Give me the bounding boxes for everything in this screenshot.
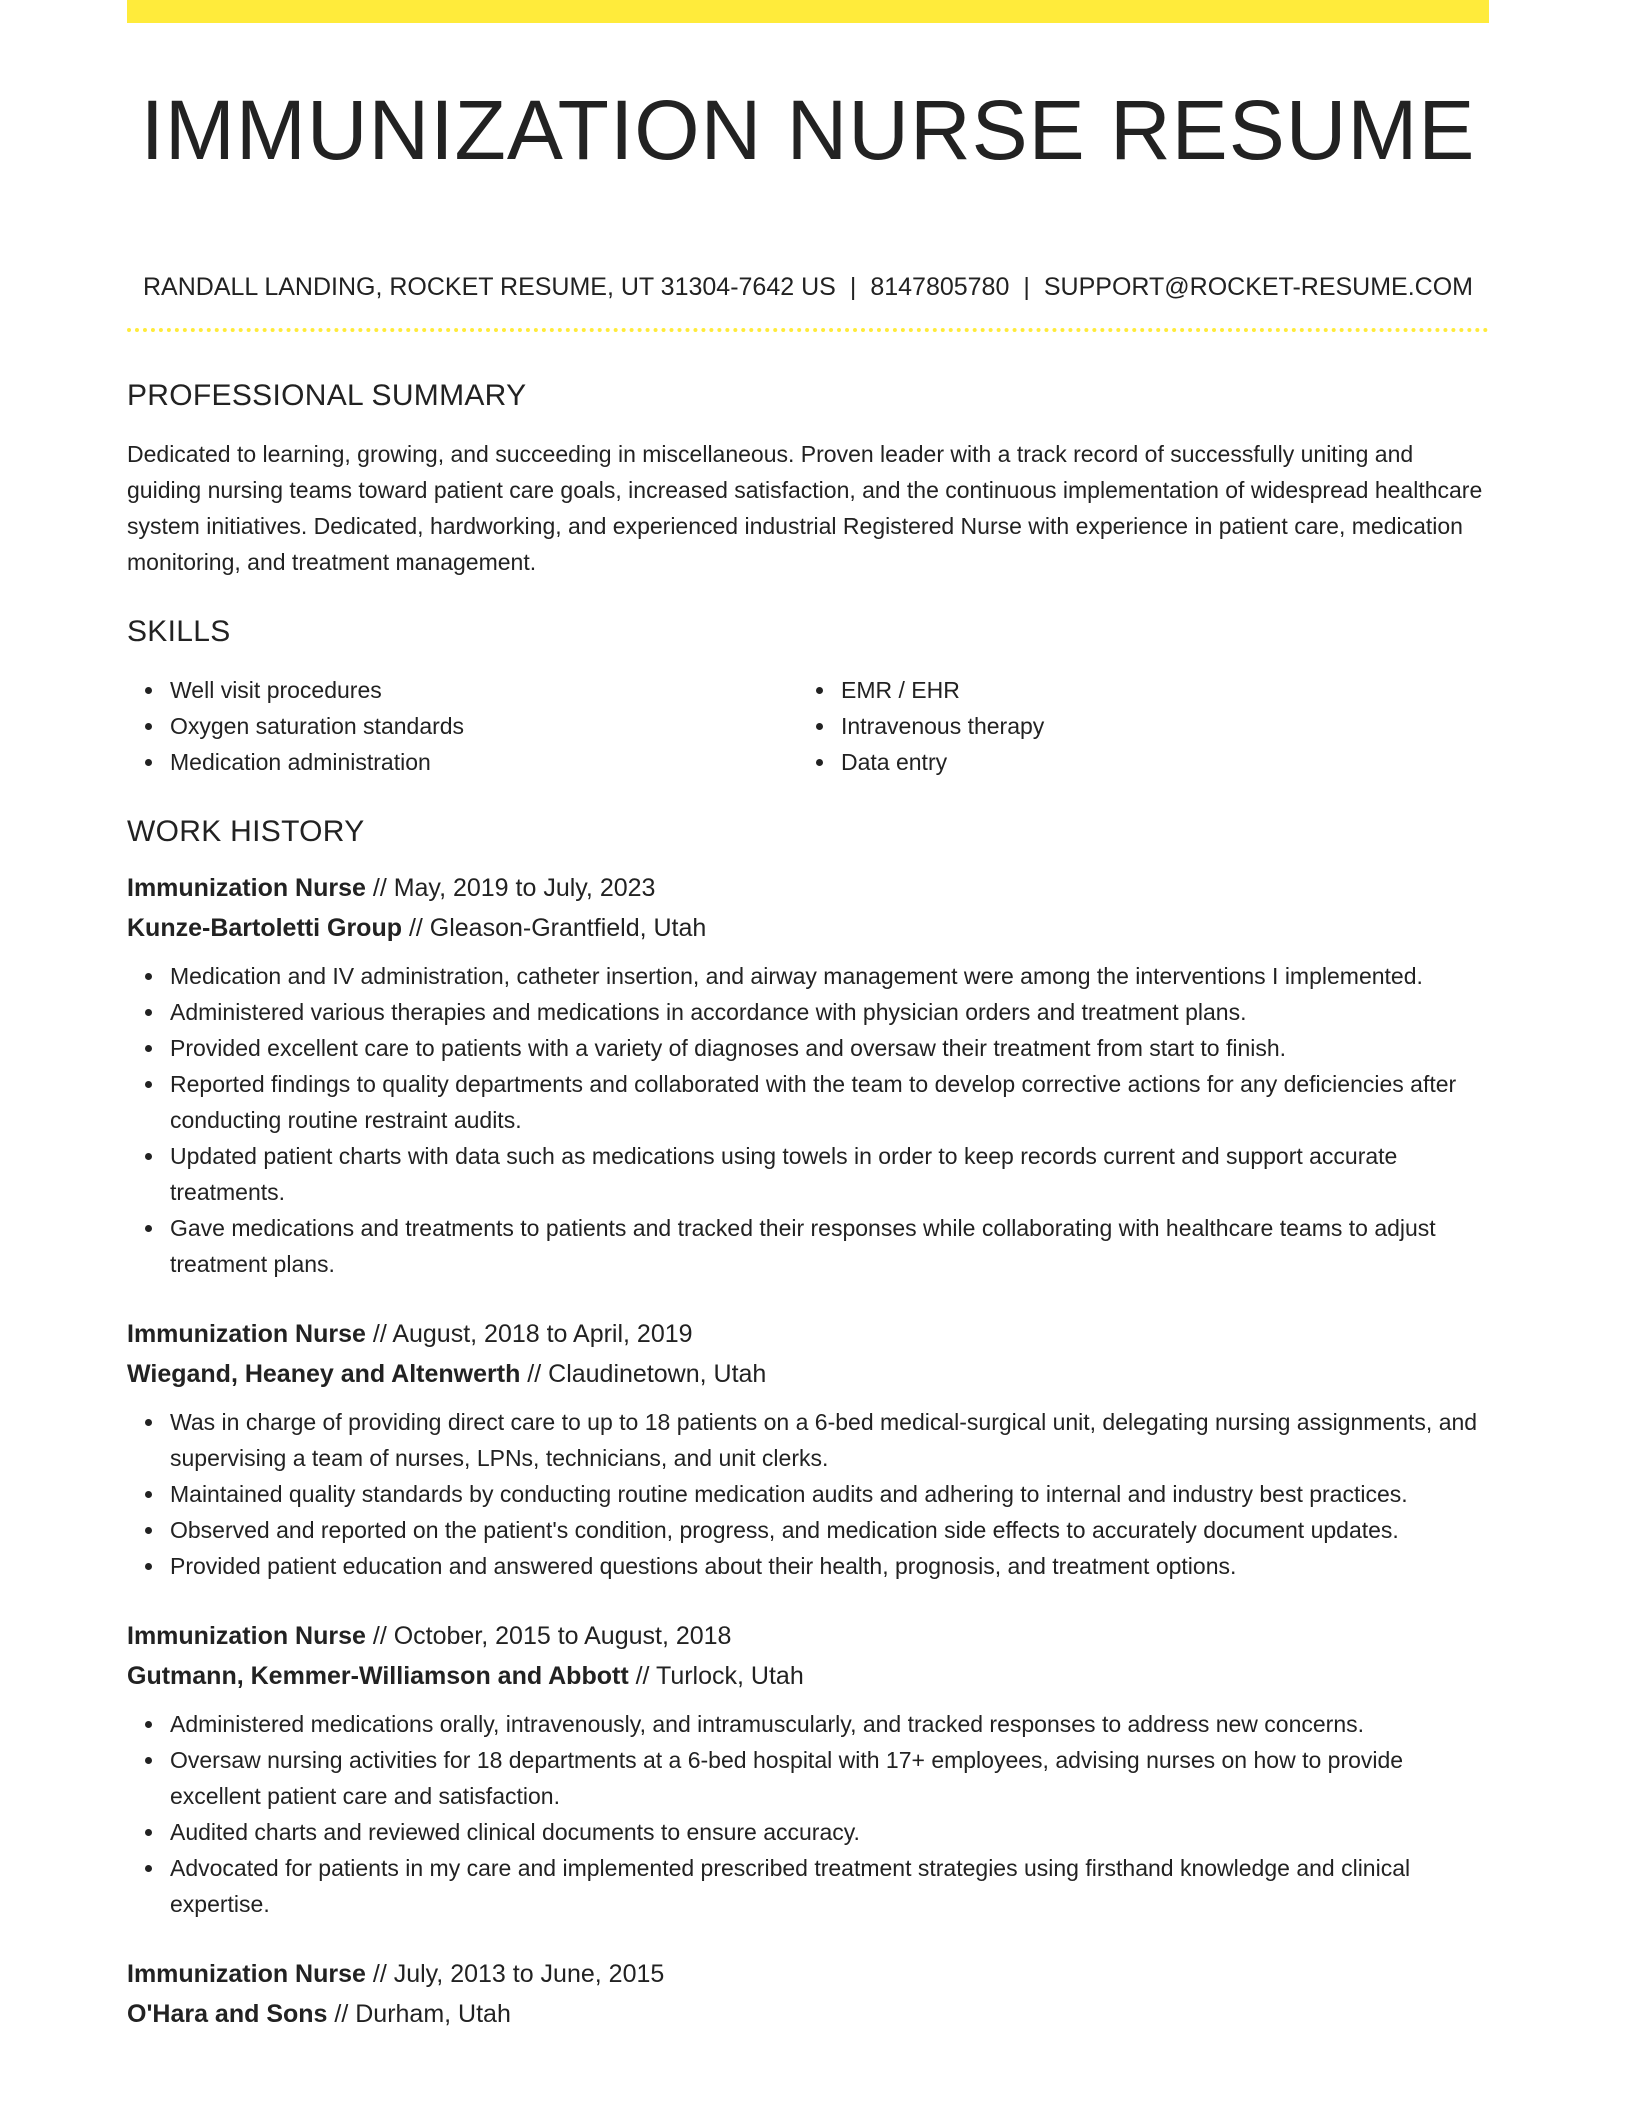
work-history-list	[127, 868, 1489, 2034]
job-bullet: Administered medications orally, intravenously, and intramuscularly, and tracked responses to address new concerns.	[170, 1706, 1489, 1742]
job-entry	[127, 1314, 1489, 1584]
job-entry	[127, 868, 1489, 1282]
job-bullet: Administered various therapies and medications in accordance with physician orders and treatment plans.	[170, 994, 1489, 1030]
job-bullet: Gave medications and treatments to patients and tracked their responses while collaborating with healthcare teams to adjust treatment plans.	[170, 1210, 1489, 1282]
skills-grid	[127, 672, 1489, 780]
skills-column-left	[127, 672, 798, 780]
job-bullet: Maintained quality standards by conducting routine medication audits and adhering to internal and industry best practices.	[170, 1476, 1489, 1512]
job-company-line	[127, 908, 1489, 948]
job-dates: // May, 2019 to July, 2023	[365, 874, 656, 902]
skill-item: Medication administration	[170, 744, 798, 780]
skills-heading: SKILLS	[127, 615, 231, 648]
job-bullet: Provided patient education and answered questions about their health, prognosis, and treatment options.	[170, 1548, 1489, 1584]
job-bullet: Audited charts and reviewed clinical documents to ensure accuracy.	[170, 1814, 1489, 1850]
job-entry	[127, 1954, 1489, 2034]
skill-item: Intravenous therapy	[841, 708, 1469, 744]
job-entry	[127, 1616, 1489, 1922]
job-company: Gutmann, Kemmer-Williamson and Abbott	[127, 1662, 629, 1690]
summary-text: Dedicated to learning, growing, and succeeding in miscellaneous. Proven leader with a track record of successfully uniting and guiding nursing teams toward patient care goals, increased satisfaction, and the continuous implementation of widespread healthcare system initiatives. Dedicated, hardworking, and experienced industrial Registered Nurse with experience in patient care, medication monitoring, and treatment management.	[127, 441, 1483, 575]
job-title-line	[127, 1954, 1489, 1994]
contact-email: SUPPORT@ROCKET-RESUME.COM	[1043, 273, 1474, 301]
job-dates: // October, 2015 to August, 2018	[365, 1622, 732, 1650]
job-bullets	[127, 958, 1489, 1282]
skill-item: Well visit procedures	[170, 672, 798, 708]
resume-content	[127, 0, 1489, 2034]
job-location: // Claudinetown, Utah	[520, 1360, 767, 1388]
job-title: Immunization Nurse	[127, 874, 366, 902]
skill-item: Data entry	[841, 744, 1469, 780]
job-bullet: Was in charge of providing direct care to up to 18 patients on a 6-bed medical-surgical unit, delegating nursing assignments, and supervising a team of nurses, LPNs, technicians, and unit clerks.	[170, 1404, 1489, 1476]
contact-line	[127, 272, 1489, 302]
job-company-line	[127, 1354, 1489, 1394]
job-bullet: Reported findings to quality departments and collaborated with the team to develop corrective actions for any deficiencies after conducting routine restraint audits.	[170, 1066, 1489, 1138]
job-dates: // August, 2018 to April, 2019	[365, 1320, 693, 1348]
work-history-heading: WORK HISTORY	[127, 815, 365, 848]
job-bullet: Oversaw nursing activities for 18 departments at a 6-bed hospital with 17+ employees, advising nurses on how to provide excellent patient care and satisfaction.	[170, 1742, 1489, 1814]
summary-heading: PROFESSIONAL SUMMARY	[127, 379, 527, 412]
job-location: // Turlock, Utah	[628, 1662, 804, 1690]
contact-separator: |	[1023, 273, 1030, 301]
job-bullet: Updated patient charts with data such as medications using towels in order to keep records current and support accurate treatments.	[170, 1138, 1489, 1210]
job-bullets	[127, 1404, 1489, 1584]
job-company: Kunze-Bartoletti Group	[127, 914, 402, 942]
job-company: O'Hara and Sons	[127, 2000, 328, 2028]
skill-item: EMR / EHR	[841, 672, 1469, 708]
job-title: Immunization Nurse	[127, 1320, 366, 1348]
job-company-line	[127, 1994, 1489, 2034]
contact-address: RANDALL LANDING, ROCKET RESUME, UT 31304-7642 US	[142, 273, 836, 301]
job-title: Immunization Nurse	[127, 1960, 366, 1988]
job-company-line	[127, 1656, 1489, 1696]
header-divider	[127, 328, 1489, 332]
contact-separator: |	[849, 273, 857, 301]
job-bullet: Observed and reported on the patient's condition, progress, and medication side effects to accurately document updates.	[170, 1512, 1489, 1548]
skills-column-right	[798, 672, 1469, 780]
job-title-line	[127, 868, 1489, 908]
contact-phone: 8147805780	[870, 273, 1010, 301]
job-company: Wiegand, Heaney and Altenwerth	[127, 1360, 521, 1388]
job-bullets	[127, 1706, 1489, 1922]
skill-item: Oxygen saturation standards	[170, 708, 798, 744]
job-bullet: Advocated for patients in my care and implemented prescribed treatment strategies using firsthand knowledge and clinical expertise.	[170, 1850, 1489, 1922]
job-title-line	[127, 1314, 1489, 1354]
job-location: // Gleason-Grantfield, Utah	[402, 914, 707, 942]
job-bullet: Medication and IV administration, catheter insertion, and airway management were among the interventions I implemented.	[170, 958, 1489, 994]
resume-title: IMMUNIZATION NURSE RESUME	[140, 83, 1476, 177]
job-title: Immunization Nurse	[127, 1622, 366, 1650]
job-title-line	[127, 1616, 1489, 1656]
job-location: // Durham, Utah	[327, 2000, 511, 2028]
job-dates: // July, 2013 to June, 2015	[365, 1960, 665, 1988]
job-bullet: Provided excellent care to patients with a variety of diagnoses and oversaw their treatment from start to finish.	[170, 1030, 1489, 1066]
